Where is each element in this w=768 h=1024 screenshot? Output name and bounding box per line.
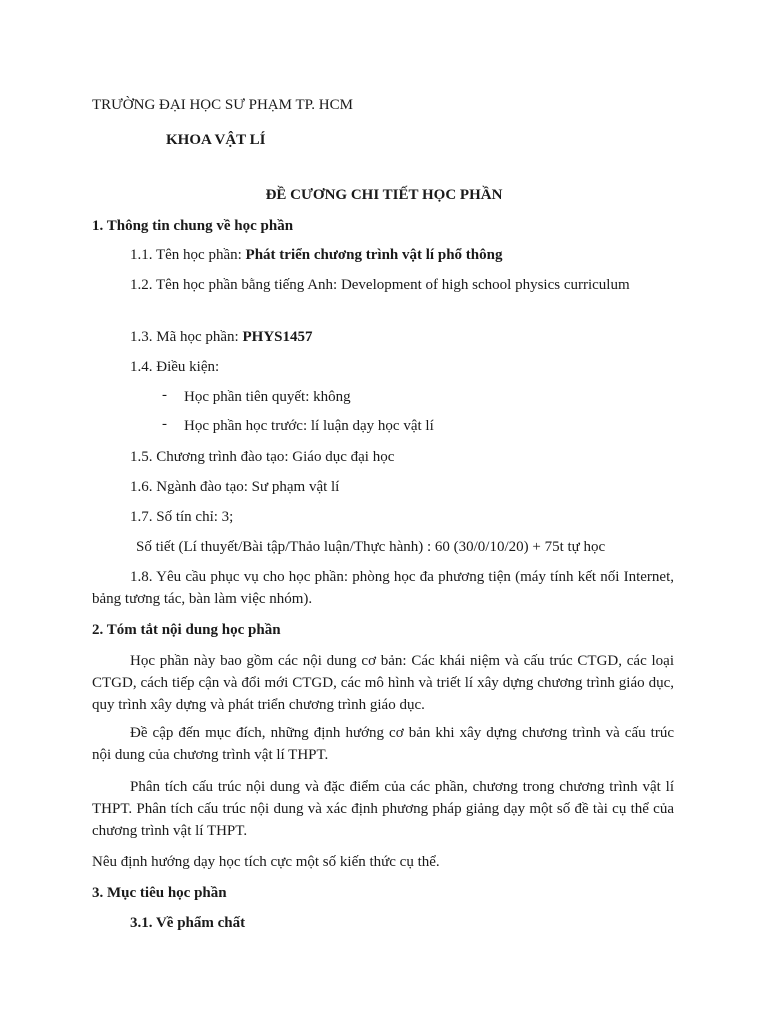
item-1-4: 1.4. Điều kiện: bbox=[130, 359, 220, 375]
item-1-6: 1.6. Ngành đào tạo: Sư phạm vật lí bbox=[130, 479, 340, 495]
subsection-3-1-heading: 3.1. Về phẩm chất bbox=[130, 915, 246, 931]
item-1-3 bbox=[130, 327, 313, 347]
prior-course: Học phần học trước: lí luận dạy học vật lí bbox=[184, 418, 434, 434]
item-1-8: 1.8. Yêu cầu phục vụ cho học phần: phòng học đa phương tiện (máy tính kết nối Internet, bảng tương tác, bàn làm việc nhóm). bbox=[92, 569, 674, 607]
document-title: ĐỀ CƯƠNG CHI TIẾT HỌC PHẦN bbox=[265, 187, 503, 203]
summary-paragraph-3: Phân tích cấu trúc nội dung và đặc điểm của các phần, chương trong chương trình vật lí THPT. Phân tích cấu trúc nội dung và xác định phương pháp giảng dạy một số đề tài cụ thể của chương trình vật lí THPT. bbox=[92, 779, 674, 839]
item-1-1 bbox=[130, 245, 502, 265]
section-3-heading: 3. Mục tiêu học phần bbox=[92, 885, 227, 901]
section-1-heading: 1. Thông tin chung về học phần bbox=[92, 218, 294, 234]
summary-paragraph-2: Đề cập đến mục đích, những định hướng cơ bản khi xây dựng chương trình và cấu trúc nội dung của chương trình vật lí THPT. bbox=[92, 725, 674, 763]
item-1-3-label: 1.3. Mã học phần: bbox=[130, 329, 243, 345]
bullet-dash: - bbox=[162, 416, 167, 432]
section-2-heading: 2. Tóm tắt nội dung học phần bbox=[92, 622, 281, 638]
item-1-7: 1.7. Số tín chỉ: 3; bbox=[130, 509, 234, 525]
faculty-name: KHOA VẬT LÍ bbox=[166, 132, 266, 148]
course-name: Phát triển chương trình vật lí phổ thông bbox=[245, 247, 503, 263]
prerequisite: Học phần tiên quyết: không bbox=[184, 389, 351, 405]
hours-breakdown: Số tiết (Lí thuyết/Bài tập/Thảo luận/Thực hành) : 60 (30/0/10/20) + 75t tự học bbox=[136, 539, 606, 555]
item-1-2: 1.2. Tên học phần bằng tiếng Anh: Development of high school physics curriculum bbox=[130, 277, 630, 293]
university-name: TRƯỜNG ĐẠI HỌC SƯ PHẠM TP. HCM bbox=[92, 97, 353, 113]
item-1-1-label: 1.1. Tên học phần: bbox=[130, 247, 246, 263]
course-code: PHYS1457 bbox=[242, 329, 313, 345]
item-1-5: 1.5. Chương trình đào tạo: Giáo dục đại học bbox=[130, 449, 395, 465]
bullet-dash: - bbox=[162, 387, 167, 403]
summary-paragraph-4: Nêu định hướng dạy học tích cực một số kiến thức cụ thể. bbox=[92, 854, 440, 870]
summary-paragraph-1: Học phần này bao gồm các nội dung cơ bản: Các khái niệm và cấu trúc CTGD, các loại CTGD, cách tiếp cận và đổi mới CTGD, các mô hình và triết lí xây dựng chương trình giáo dục, quy trình xây dựng và phát triển chương trình giáo dục. bbox=[92, 653, 674, 713]
